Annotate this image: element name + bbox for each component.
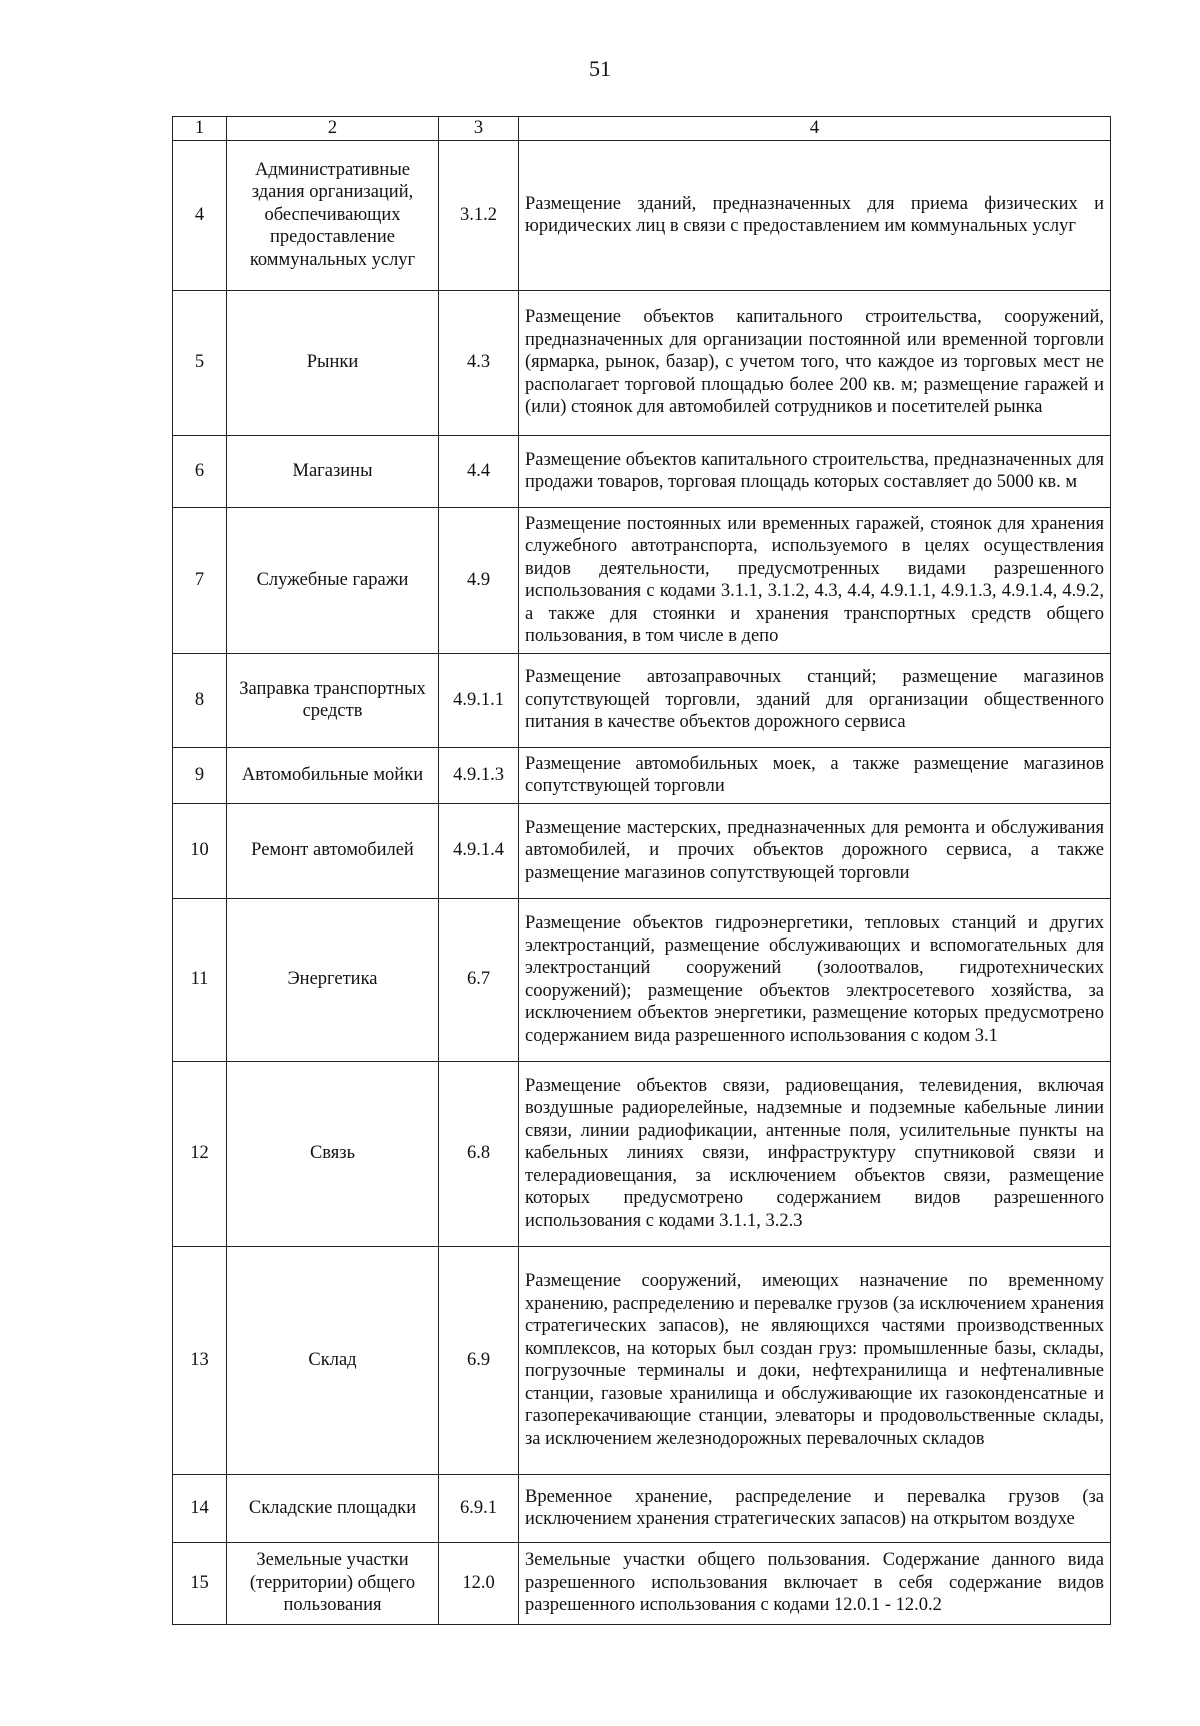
row-number: 5	[173, 290, 227, 435]
use-type-name: Автомобильные мойки	[227, 747, 439, 803]
table-row	[173, 803, 1111, 898]
header-col-3: 3	[439, 117, 519, 141]
table-row	[173, 1474, 1111, 1542]
use-type-name: Административные здания организаций, обеспечивающих предоставление коммунальных услуг	[227, 140, 439, 290]
row-number: 4	[173, 140, 227, 290]
use-type-name: Ремонт автомобилей	[227, 803, 439, 898]
header-col-2: 2	[227, 117, 439, 141]
use-type-description: Размещение зданий, предназначенных для приема физических и юридических лиц в связи с предоставлением им коммунальных услуг	[519, 140, 1111, 290]
row-number: 14	[173, 1474, 227, 1542]
use-type-code: 6.9.1	[439, 1474, 519, 1542]
row-number: 15	[173, 1542, 227, 1624]
use-type-code: 6.7	[439, 898, 519, 1061]
row-number: 13	[173, 1246, 227, 1474]
table-row	[173, 1246, 1111, 1474]
use-type-name: Рынки	[227, 290, 439, 435]
use-type-description: Временное хранение, распределение и перевалка грузов (за исключением хранения стратегических запасов) на открытом воздухе	[519, 1474, 1111, 1542]
table-row	[173, 290, 1111, 435]
page-number: 51	[589, 56, 611, 81]
use-type-name: Склад	[227, 1246, 439, 1474]
header-col-1: 1	[173, 117, 227, 141]
use-type-code: 4.9.1.3	[439, 747, 519, 803]
use-type-description: Размещение постоянных или временных гаражей, стоянок для хранения служебного автотранспорта, используемого в целях осуществления видов деятельности, предусмотренных видами разрешенного использования с кодами 3.1.1, 3.1.2, 4.3, 4.4, 4.9.1.1, 4.9.1.3, 4.9.1.4, 4.9.2, а также для стоянки и хранения транспортных средств общего пользования, в том числе в депо	[519, 507, 1111, 653]
use-type-name: Складские площадки	[227, 1474, 439, 1542]
use-type-code: 4.4	[439, 435, 519, 507]
use-type-name: Служебные гаражи	[227, 507, 439, 653]
use-type-code: 4.3	[439, 290, 519, 435]
table-row	[173, 1061, 1111, 1246]
use-type-description: Размещение автомобильных моек, а также размещение магазинов сопутствующей торговли	[519, 747, 1111, 803]
land-use-table	[172, 116, 1111, 1625]
use-type-description: Размещение мастерских, предназначенных для ремонта и обслуживания автомобилей, и прочих объектов дорожного сервиса, а также размещение магазинов сопутствующей торговли	[519, 803, 1111, 898]
row-number: 11	[173, 898, 227, 1061]
use-type-code: 4.9	[439, 507, 519, 653]
use-type-name: Энергетика	[227, 898, 439, 1061]
use-type-description: Размещение объектов капитального строительства, сооружений, предназначенных для организации постоянной или временной торговли (ярмарка, рынок, базар), с учетом того, что каждое из торговых мест не располагает торговой площадью более 200 кв. м; размещение гаражей и (или) стоянок для автомобилей сотрудников и посетителей рынка	[519, 290, 1111, 435]
use-type-description: Земельные участки общего пользования. Содержание данного вида разрешенного использования включает в себя содержание видов разрешенного использования с кодами 12.0.1 - 12.0.2	[519, 1542, 1111, 1624]
use-type-code: 6.9	[439, 1246, 519, 1474]
use-type-description: Размещение объектов капитального строительства, предназначенных для продажи товаров, торговая площадь которых составляет до 5000 кв. м	[519, 435, 1111, 507]
use-type-code: 3.1.2	[439, 140, 519, 290]
use-type-code: 4.9.1.1	[439, 653, 519, 747]
table-row	[173, 898, 1111, 1061]
use-type-description: Размещение автозаправочных станций; размещение магазинов сопутствующей торговли, зданий для организации общественного питания в качестве объектов дорожного сервиса	[519, 653, 1111, 747]
table-row	[173, 140, 1111, 290]
use-type-name: Связь	[227, 1061, 439, 1246]
table-row	[173, 747, 1111, 803]
table-row	[173, 507, 1111, 653]
table-header-row	[173, 117, 1111, 141]
table-row	[173, 653, 1111, 747]
use-type-name: Заправка транспортных средств	[227, 653, 439, 747]
use-type-code: 6.8	[439, 1061, 519, 1246]
row-number: 9	[173, 747, 227, 803]
use-type-name: Земельные участки (территории) общего пользования	[227, 1542, 439, 1624]
row-number: 12	[173, 1061, 227, 1246]
use-type-name: Магазины	[227, 435, 439, 507]
header-col-4: 4	[519, 117, 1111, 141]
use-type-code: 12.0	[439, 1542, 519, 1624]
use-type-code: 4.9.1.4	[439, 803, 519, 898]
table-row	[173, 435, 1111, 507]
use-type-description: Размещение объектов гидроэнергетики, тепловых станций и других электростанций, размещение обслуживающих и вспомогательных для электростанций сооружений (золоотвалов, гидротехнических сооружений); размещение объектов электросетевого хозяйства, за исключением объектов энергетики, размещение которых предусмотрено содержанием вида разрешенного использования с кодом 3.1	[519, 898, 1111, 1061]
row-number: 10	[173, 803, 227, 898]
use-type-description: Размещение объектов связи, радиовещания, телевидения, включая воздушные радиорелейные, надземные и подземные кабельные линии связи, линии радиофикации, антенные поля, усилительные пункты на кабельных линиях связи, инфраструктуру спутниковой связи и телерадиовещания, за исключением объектов связи, размещение которых предусмотрено содержанием видов разрешенного использования с кодами 3.1.1, 3.2.3	[519, 1061, 1111, 1246]
table-row	[173, 1542, 1111, 1624]
use-type-description: Размещение сооружений, имеющих назначение по временному хранению, распределению и перевалке грузов (за исключением хранения стратегических запасов), не являющихся частями производственных комплексов, на которых был создан груз: промышленные базы, склады, погрузочные терминалы и доки, нефтехранилища и нефтеналивные станции, газовые хранилища и обслуживающие их газоконденсатные и газоперекачивающие станции, элеваторы и продовольственные склады, за исключением железнодорожных перевалочных складов	[519, 1246, 1111, 1474]
row-number: 8	[173, 653, 227, 747]
row-number: 7	[173, 507, 227, 653]
row-number: 6	[173, 435, 227, 507]
